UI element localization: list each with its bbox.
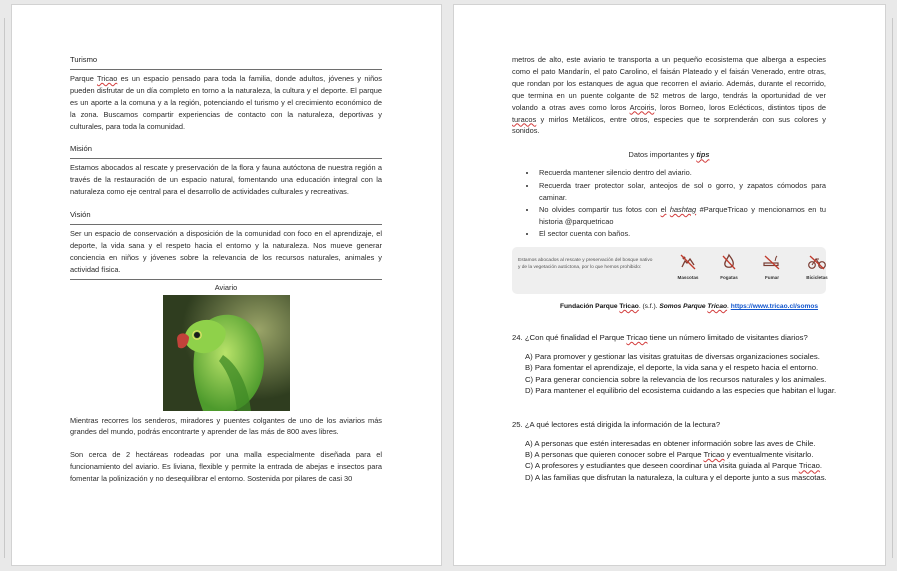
divider (70, 224, 382, 225)
page-edge-right (892, 18, 893, 558)
option-c: C) Para generar conciencia sobre la relevancia de los recursos naturales y los animales. (525, 374, 827, 384)
no-fire-icon: Fogatas (710, 253, 748, 281)
turismo-heading: Turismo (70, 55, 98, 64)
spellcheck-word[interactable]: Tricao (626, 333, 648, 343)
spellcheck-word[interactable]: hashtag (669, 204, 697, 214)
spellcheck-word[interactable]: tips (696, 150, 710, 160)
vision-heading: Visión (70, 210, 91, 220)
spellcheck-word[interactable]: turacos (512, 114, 537, 124)
aviario-paragraph-2: Son cerca de 2 hectáreas rodeadas por una malla especialmente diseñada para el funcionamiento del aviario. Es liviana, flexible y permite la entrada de abejas e insectos para fomentar la polinización y no desequilibrar el entorno. Sostenida por pilares de casi 30 (70, 450, 382, 484)
option-a: A) A personas que estén interesadas en obtener información sobre las aves de Chile. (525, 438, 816, 448)
spellcheck-word[interactable]: Arcoiris (629, 102, 655, 112)
banner-text: Estamos abocados al rescate y preservación del bosque nativo y de la vegetación autóctona, por lo que hemos prohibido: (518, 258, 653, 271)
parrot-image (163, 295, 290, 411)
citation-link[interactable]: https://www.tricao.cl/somos (730, 303, 819, 311)
turismo-paragraph: Parque Tricao es un espacio pensado para toda la familia, donde adultos, jóvenes y niños pueden disfrutar de un día completo en torno a la naturaleza, la cultura y el deporte. El parque es un aporte a la comuna y a la región, potenciando el turismo y el crecimiento económico de la zona. Buscamos compartir experiencias de contacto con la naturaleza, deportivas y culturales, para toda la comunidad. (70, 73, 382, 131)
divider (70, 158, 382, 159)
spellcheck-word[interactable]: Tricao (97, 73, 118, 83)
tips-list (512, 167, 826, 240)
prohibitions-banner (512, 247, 826, 294)
page-edge-left (4, 18, 5, 558)
question-24-options (512, 351, 837, 396)
aviario-continued-paragraph: metros de alto, este aviario te transporta a un pequeño ecosistema que alberga a especies como el pato Mandarín, el pato Carolino, el faisán Plateado y el faisán Venerado, entre otras, que rondan por los estanques de agua que recorren el aviario. Además, durante el recorrido, que termina en un puente colgante de 52 metros de largo, tendrás la oportunidad de ver volando a otras aves como loros Arcoiris, loros Borneo, loros Eclécticos, distintos tipos de turacos y mirlos Metálicos, entre otros, especies que te sorprenderán con sus colores y sonidos. (512, 55, 826, 136)
divider (70, 69, 382, 70)
aviario-heading: Aviario (214, 282, 238, 292)
page-left-content (70, 54, 382, 485)
no-bicycle-icon: Bicicletas (798, 253, 836, 281)
no-pets-icon: Mascotas (669, 253, 707, 281)
list-item: • Recuerda traer protector solar, anteojos de sol o gorro, y zapatos cómodos para caminar. (537, 180, 826, 204)
list-item: • No olvides compartir tus fotos con el hashtag #ParqueTricao y mencionarnos en tu historia @parquetricao (537, 204, 826, 228)
list-item: • El sector cuenta con baños. (537, 228, 826, 240)
mision-heading: Misión (70, 144, 92, 154)
option-b: B) A personas que quieren conocer sobre el Parque Tricao y eventualmente visitarlo. (525, 450, 814, 460)
vision-paragraph: Ser un espacio de conservación a disposición de la comunidad con foco en el aprendizaje, el deporte, la vida sana y el respeto hacia el entorno y la naturaleza. Nos mueve generar conciencia en niños y jóvenes sobre la relevancia de los recursos naturales, animales y actividad física. (70, 228, 382, 274)
document-page-left (12, 5, 441, 565)
divider (70, 279, 382, 280)
page-right-content (512, 54, 837, 483)
spellcheck-word[interactable]: Tricao (619, 303, 639, 311)
no-smoking-icon: Fumar (753, 253, 791, 281)
mision-paragraph: Estamos abocados al rescate y preservación de la flora y fauna autóctona de nuestra región a través de la restauración de un espacio natural, fomentando una educación integral con la naturaleza como eje central para el desarrollo de actividades culturales y recreativas. (70, 163, 382, 197)
option-d: D) Para mantener el equilibrio del ecosistema cuidando a las especies que habitan el lugar. (525, 385, 837, 395)
citation: Fundación Parque Tricao. (s.f.). Somos Parque Tricao. https://www.tricao.cl/somos (560, 303, 819, 311)
datos-heading: Datos importantes y tips (628, 150, 710, 160)
option-b: B) Para fomentar el aprendizaje, el deporte, la vida sana y el respeto hacia el entorno. (525, 363, 819, 373)
option-a: A) Para promover y gestionar las visitas gratuitas de diversas organizaciones sociales. (525, 352, 820, 362)
question-24: 24. ¿Con qué finalidad el Parque Tricao tiene un número limitado de visitantes diarios? (512, 333, 808, 343)
question-25: 25. ¿A qué lectores está dirigida la información de la lectura? (512, 419, 721, 429)
list-item: • Recuerda mantener silencio dentro del aviario. (537, 167, 826, 179)
document-page-right (454, 5, 885, 565)
option-d: D) A las familias que disfrutan la naturaleza, la cultura y el deporte junto a sus mascotas. (525, 472, 827, 482)
aviario-paragraph-1: Mientras recorres los senderos, miradores y puentes colgantes de uno de los aviarios más grandes del mundo, podrás encontrarte y aprender de las más de 800 aves libres. (70, 415, 382, 437)
question-25-options (512, 438, 826, 483)
option-c: C) A profesores y estudiantes que deseen coordinar una visita guiada al Parque Tricao. (525, 461, 823, 471)
